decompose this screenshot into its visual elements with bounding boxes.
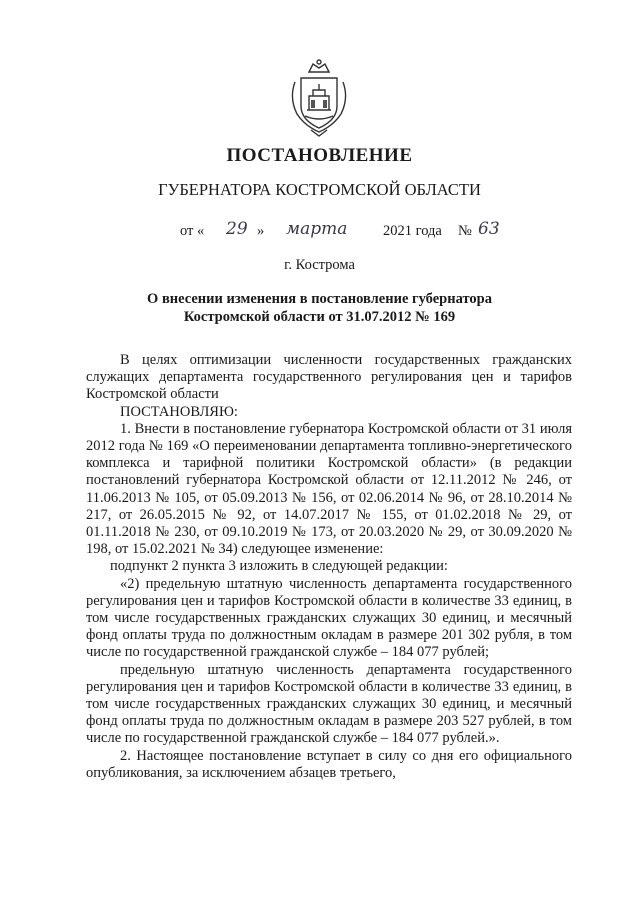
date-quote-close: »	[257, 223, 265, 239]
date-year: 2021 года	[383, 223, 442, 239]
document-body	[86, 352, 572, 782]
subject-line-2: Костромской области от 31.07.2012 № 169	[183, 309, 456, 325]
paragraph-resolve: ПОСТАНОВЛЯЮ:	[120, 403, 238, 420]
paragraph-preamble: В целях оптимизации численности государственных гражданских служащих департамента государственного регулирования цен и тарифов Костромской области	[86, 352, 572, 403]
date-prefix: от «	[180, 223, 205, 239]
document-title: ПОСТАНОВЛЕНИЕ	[226, 145, 413, 166]
paragraph-subitem-intro: подпункт 2 пункта 3 изложить в следующей редакции:	[110, 558, 448, 575]
document-number-handwritten: 63	[478, 219, 500, 239]
date-number-line	[0, 221, 639, 247]
issuing-authority: ГУБЕРНАТОРА КОСТРОМСКОЙ ОБЛАСТИ	[158, 180, 481, 199]
paragraph-item-2: 2. Настоящее постановление вступает в силу со дня его официального опубликования, за исключением абзацев третьего,	[86, 747, 572, 781]
number-prefix: №	[458, 223, 472, 239]
document-subject	[0, 290, 639, 326]
paragraph-amendment-1: «2) предельную штатную численность департамента государственного регулирования цен и тарифов Костромской области в количестве 33 единиц, в том числе государственных гражданских служащих 30 единиц, и месячный фонд оплаты труда по должностным окладам в размере 201 302 рубля, в том числе по государственной гражданской службе – 184 077 рублей;	[86, 575, 572, 661]
paragraph-amendment-2: предельную штатную численность департамента государственного регулирования цен и тарифов Костромской области в количестве 33 единиц, в том числе государственных гражданских служащих 30 единиц, и месячный фонд оплаты труда по должностным окладам в размере 203 527 рублей, в том числе по государственной гражданской службе – 184 077 рублей.».	[86, 661, 572, 747]
coat-of-arms-emblem	[287, 58, 351, 138]
subject-line-1: О внесении изменения в постановление губернатора	[147, 291, 492, 307]
paragraph-item-1: 1. Внести в постановление губернатора Костромской области от 31 июля 2012 года № 169 «О переименовании департамента топливно-энергетического комплекса и тарифной политики Костромской области» (в редакции постановлений губернатора Костромской области от 12.11.2012 № 246, от 11.06.2013 № 105, от 05.09.2013 № 156, от 02.06.2014 № 96, от 28.10.2014 № 217, от 26.05.2015 № 92, от 14.07.2017 № 155, от 01.02.2018 № 29, от 01.11.2018 № 230, от 09.10.2019 № 173, от 20.03.2020 № 29, от 30.09.2020 № 198, от 15.02.2021 № 34) следующее изменение:	[86, 420, 572, 558]
city: г. Кострома	[284, 257, 355, 273]
date-day-handwritten: 29	[226, 219, 248, 239]
date-month-handwritten: марта	[286, 219, 348, 239]
